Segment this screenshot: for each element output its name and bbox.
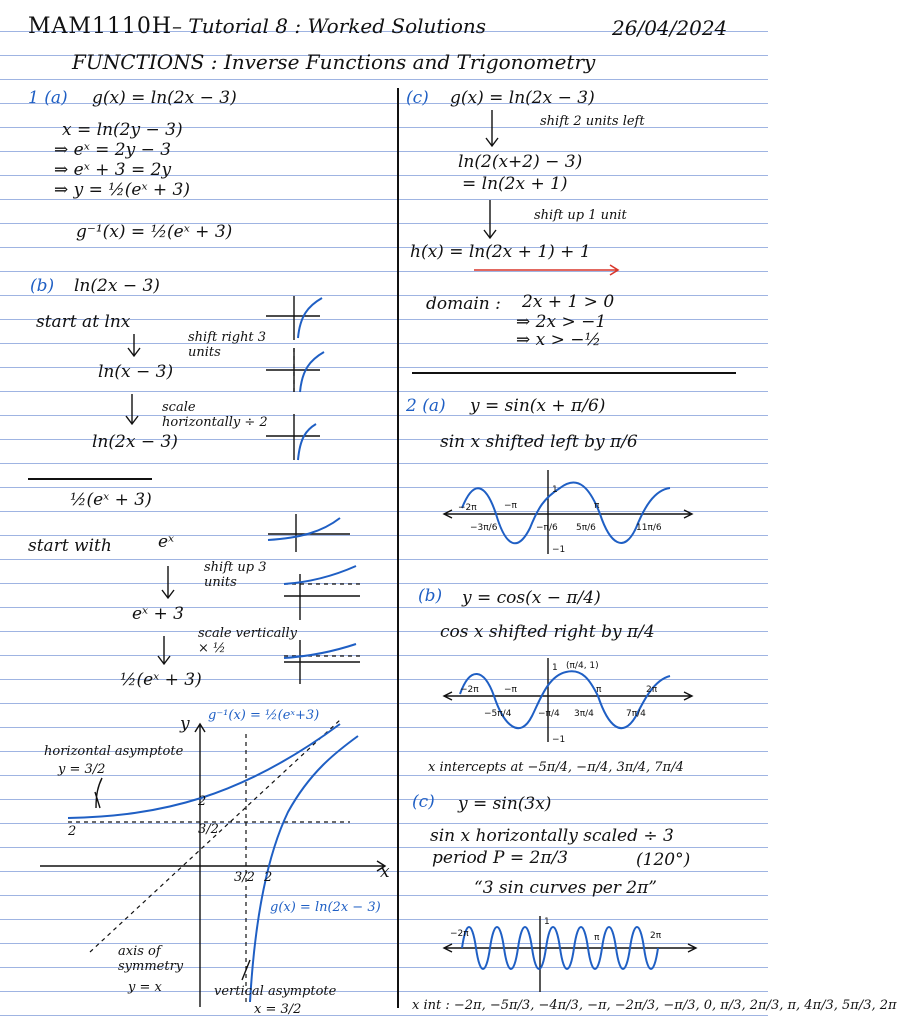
topic: FUNCTIONS : Inverse Functions and Trigonometry <box>72 50 596 74</box>
y-axis-label: y <box>180 714 190 734</box>
q2b-peak-label: (π/4, 1) <box>566 661 599 671</box>
q2b-tick-3pi4: 3π/4 <box>574 709 594 719</box>
q1c-h: h(x) = ln(2x + 1) + 1 <box>410 242 591 262</box>
q2b-desc: cos x shifted right by π/4 <box>440 622 655 642</box>
vertical-asymptote-eq: x = 3/2 <box>254 1002 302 1017</box>
q2a-sine-graph <box>440 468 700 558</box>
q1b-note4: scale vertically × ½ <box>198 626 298 656</box>
inverse-curve-label: g⁻¹(x) = ½(eˣ+3) <box>208 708 320 723</box>
q1b-label: (b) <box>30 276 55 296</box>
q2a-tick-pi: π <box>594 501 600 511</box>
q1a-step1: x = ln(2y − 3) <box>62 120 183 140</box>
q2c-tick-2pi: 2π <box>650 931 662 941</box>
y-axis-tick-3-2: 3/2 <box>198 822 219 837</box>
q1b-expr2: ln(2x − 3) <box>92 432 178 452</box>
function-curve-label: g(x) = ln(2x − 3) <box>270 900 381 915</box>
q1a-function: g(x) = ln(2x − 3) <box>92 88 237 108</box>
q2a-tick-negpi6: −π/6 <box>536 523 558 533</box>
symmetry-label: axis of symmetry <box>118 944 184 974</box>
q2b-cosine-graph <box>440 656 700 746</box>
page-title: – Tutorial 8 : Worked Solutions <box>172 14 487 38</box>
q1c-note2: shift up 1 unit <box>534 208 627 223</box>
q2a-function: y = sin(x + π/6) <box>470 396 606 416</box>
q2b-tick-1: 1 <box>552 663 558 673</box>
q1b-note1: shift right 3 units <box>188 330 267 360</box>
q2a-tick-neg2pi: −2π <box>458 503 477 513</box>
q2c-intercepts: x int : −2π, −5π/3, −4π/3, −π, −2π/3, −π/3, 0, π/3, 2π/3, π, 4π/3, 5π/3, 2π <box>412 998 897 1013</box>
q2a-tick-11pi6: 11π/6 <box>636 523 662 533</box>
q2c-tick-neg2pi: −2π <box>450 929 469 939</box>
q2b-tick-negpi: −π <box>504 685 517 695</box>
q2c-tick-1: 1 <box>544 917 550 927</box>
q2c-sine3x-graph <box>440 912 710 996</box>
q2b-tick-7pi4: 7π/4 <box>626 709 646 719</box>
q1b-start2: start with <box>28 536 112 556</box>
section-rule-2 <box>412 372 736 374</box>
q1c-domain-3: ⇒ x > −½ <box>516 330 602 350</box>
q2a-tick-neg1: −1 <box>552 545 566 555</box>
q2b-label: (b) <box>418 586 443 606</box>
q2a-tick-negpi: −π <box>504 501 517 511</box>
q2a-tick-5pi6: 5π/6 <box>576 523 596 533</box>
q1b-expr1: ln(x − 3) <box>98 362 174 382</box>
q1c-domain-1: 2x + 1 > 0 <box>522 292 615 312</box>
q2b-tick-neg1: −1 <box>552 735 566 745</box>
red-underline-arrow <box>470 262 630 282</box>
small-graphs-exp <box>260 512 370 692</box>
q1b-expr3: eˣ + 3 <box>132 604 184 624</box>
q2c-desc1: sin x horizontally scaled ÷ 3 <box>430 826 674 846</box>
q2b-tick-negpi4: −π/4 <box>538 709 560 719</box>
q1a-step3: ⇒ eˣ + 3 = 2y <box>54 160 172 180</box>
q2a-desc: sin x shifted left by π/6 <box>440 432 638 452</box>
q1c-domain-label: domain : <box>426 294 501 314</box>
q2c-tick-pi: π <box>594 933 600 943</box>
q2b-intercepts: x intercepts at −5π/4, −π/4, 3π/4, 7π/4 <box>428 760 684 775</box>
q1a-step4: ⇒ y = ½(eˣ + 3) <box>54 180 191 200</box>
q1b-function: ln(2x − 3) <box>74 276 160 296</box>
q2a-label: 2 (a) <box>406 396 446 416</box>
symmetry-eq: y = x <box>128 980 162 995</box>
q2a-tick-1: 1 <box>552 485 558 495</box>
q2b-function: y = cos(x − π/4) <box>462 588 601 608</box>
vertical-asymptote-label: vertical asymptote <box>214 984 337 999</box>
x-axis-tick-2: 2 <box>264 870 273 885</box>
horizontal-asymptote-label: horizontal asymptote <box>44 744 184 759</box>
x-axis-label: x <box>380 862 390 882</box>
q2c-function: y = sin(3x) <box>458 794 552 814</box>
q2b-tick-neg2pi: −2π <box>460 685 479 695</box>
q1b-note3: shift up 3 units <box>204 560 267 590</box>
q1c-line2: = ln(2x + 1) <box>462 174 568 194</box>
horizontal-asymptote-eq: y = 3/2 <box>58 762 106 777</box>
q1c-function: g(x) = ln(2x − 3) <box>450 88 595 108</box>
date: 26/04/2024 <box>612 16 728 40</box>
q2c-desc4: “3 sin curves per 2π” <box>474 878 657 898</box>
q1c-line1: ln(2(x+2) − 3) <box>458 152 583 172</box>
y-axis-tick-2: 2 <box>68 824 77 839</box>
q1b-start2-expr: eˣ <box>158 532 175 552</box>
q1c-note1: shift 2 units left <box>540 114 645 129</box>
q1b-note2: scale horizontally ÷ 2 <box>162 400 268 430</box>
q2c-desc2: period P = 2π/3 <box>432 848 569 868</box>
q1b-function2: ½(eˣ + 3) <box>70 490 152 510</box>
q1a-label: 1 (a) <box>28 88 68 108</box>
course-code: MAM1110H <box>28 14 173 39</box>
q1c-domain-2: ⇒ 2x > −1 <box>516 312 607 332</box>
q2a-tick-neg3pi6: −3π/6 <box>470 523 498 533</box>
x-axis-tick-3-2: 3/2 <box>234 870 255 885</box>
small-graphs-ln <box>258 294 328 474</box>
q2c-label: (c) <box>412 792 435 812</box>
q1b-expr4: ½(eˣ + 3) <box>120 670 202 690</box>
q1c-label: (c) <box>406 88 429 108</box>
q1a-step2: ⇒ eˣ = 2y − 3 <box>54 140 172 160</box>
q2c-desc3: (120°) <box>636 850 691 870</box>
q1b-start: start at lnx <box>36 312 131 332</box>
y-axis-tick-2b: 2 <box>198 794 207 809</box>
q1a-result: g⁻¹(x) = ½(eˣ + 3) <box>76 222 233 242</box>
q2b-tick-2pi: 2π <box>646 685 658 695</box>
q2b-tick-neg5pi4: −5π/4 <box>484 709 512 719</box>
q2b-tick-pi: π <box>596 685 602 695</box>
